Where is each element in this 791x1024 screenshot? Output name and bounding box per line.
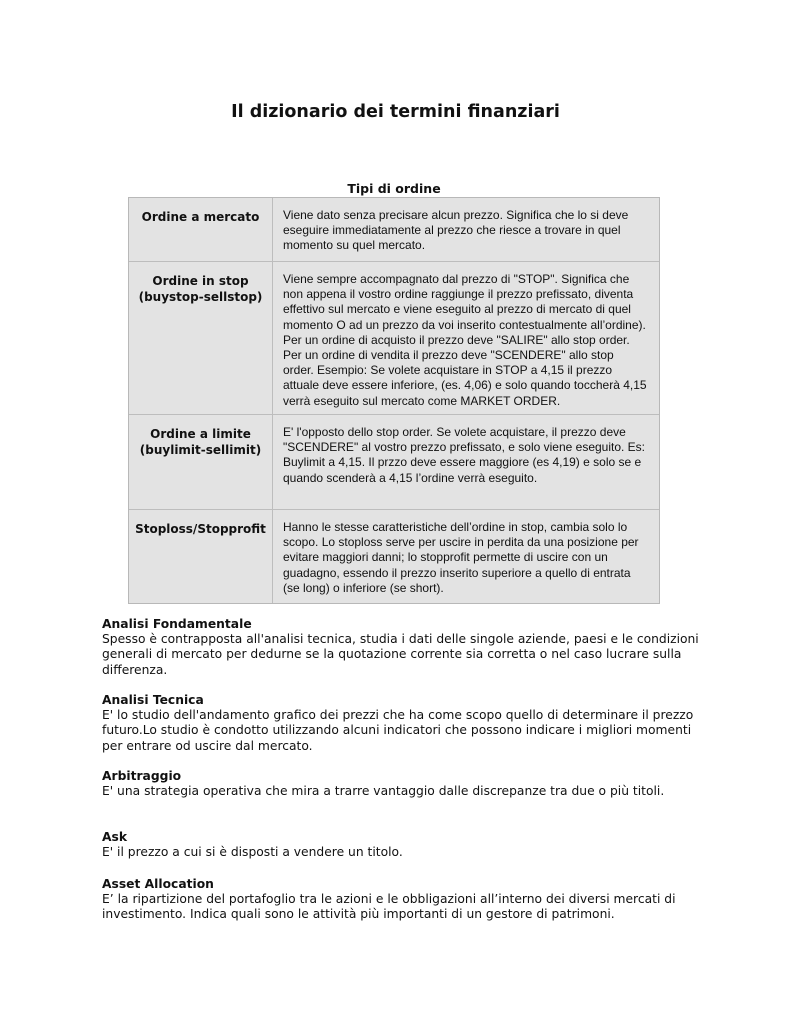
term-cell: Ordine in stop (buystop-sellstop) xyxy=(129,262,273,414)
entry-heading: Analisi Tecnica xyxy=(102,693,204,707)
table-caption: Tipi di ordine xyxy=(347,181,441,196)
definition-cell: Viene sempre accompagnato dal prezzo di "STOP". Significa che non appena il vostro ordine raggiunge il prezzo prefissato, diventa effettivo sul mercato e viene eseguito al prezzo di mercato di quel momento O ad un prezzo da voi inserito contestualmente all’ordine). Per un ordine di acquisto il prezzo deve "SALIRE" allo stop order. Per un ordine di vendita il prezzo deve "SCENDERE" allo stop order. Esempio: Se volete acquistare in STOP a 4,15 il prezzo attuale deve essere inferiore, (es. 4,06) e solo quando toccherà 4,15 verrà eseguito sul mercato come MARKET ORDER. xyxy=(283,272,647,408)
entry-heading: Ask xyxy=(102,830,128,844)
table-row xyxy=(129,261,659,414)
entry-body: E' il prezzo a cui si è disposti a vendere un titolo. xyxy=(102,845,403,860)
term-cell: Ordine a limite (buylimit-sellimit) xyxy=(129,415,273,509)
entry-body: E’ la ripartizione del portafoglio tra le azioni e le obbligazioni all’interno dei diversi mercati di investimento. Indica quali sono le attività più importanti di un gestore di patrimoni. xyxy=(102,892,676,922)
table-row xyxy=(129,509,659,603)
table-row xyxy=(129,198,659,261)
entry-body: E' una strategia operativa che mira a trarre vantaggio dalle discrepanze tra due o più titoli. xyxy=(102,784,665,799)
page-title: Il dizionario dei termini finanziari xyxy=(231,102,560,122)
entry-heading: Arbitraggio xyxy=(102,769,182,783)
order-types-table xyxy=(128,197,660,604)
glossary-entry xyxy=(102,617,702,678)
table-row xyxy=(129,414,659,509)
glossary-entry xyxy=(102,877,702,923)
entry-body: E' lo studio dell'andamento grafico dei prezzi che ha come scopo quello di determinare il prezzo futuro.Lo studio è condotto utilizzando alcuni indicatori che possono indicare i migliori momenti per entrare od uscire dal mercato. xyxy=(102,708,694,753)
entry-body: Spesso è contrapposta all'analisi tecnica, studia i dati delle singole aziende, paesi e le condizioni generali di mercato per dedurne se la quotazione corrente sia corretta o nel caso lucrare sulla differenza. xyxy=(102,632,699,677)
entry-heading: Analisi Fondamentale xyxy=(102,617,252,631)
definition-cell: E' l'opposto dello stop order. Se volete acquistare, il prezzo deve "SCENDERE" al vostro prezzo prefissato, e solo viene eseguito. Es: Buylimit a 4,15. Il przzo deve essere maggiore (es 4,19) e solo se e quando scenderà a 4,15 l’ordine verrà eseguito. xyxy=(283,425,646,485)
definition-cell: Viene dato senza precisare alcun prezzo. Significa che lo si deve eseguire immediatamente al prezzo che riesce a trovare in quel momento su quel mercato. xyxy=(283,208,629,253)
glossary-entry xyxy=(102,830,702,860)
term-cell: Ordine a mercato xyxy=(129,198,273,261)
glossary-entry xyxy=(102,769,702,799)
glossary-entry xyxy=(102,693,702,754)
definition-cell: Hanno le stesse caratteristiche dell’ordine in stop, cambia solo lo scopo. Lo stoploss serve per uscire in perdita da una posizione per evitare maggiori danni; lo stopprofit permette di uscire con un guadagno, essendo il prezzo inserito superiore a quello di entrata (se long) o inferiore (se short). xyxy=(283,520,639,595)
entry-heading: Asset Allocation xyxy=(102,877,214,891)
term-cell: Stoploss/Stopprofit xyxy=(129,510,273,603)
